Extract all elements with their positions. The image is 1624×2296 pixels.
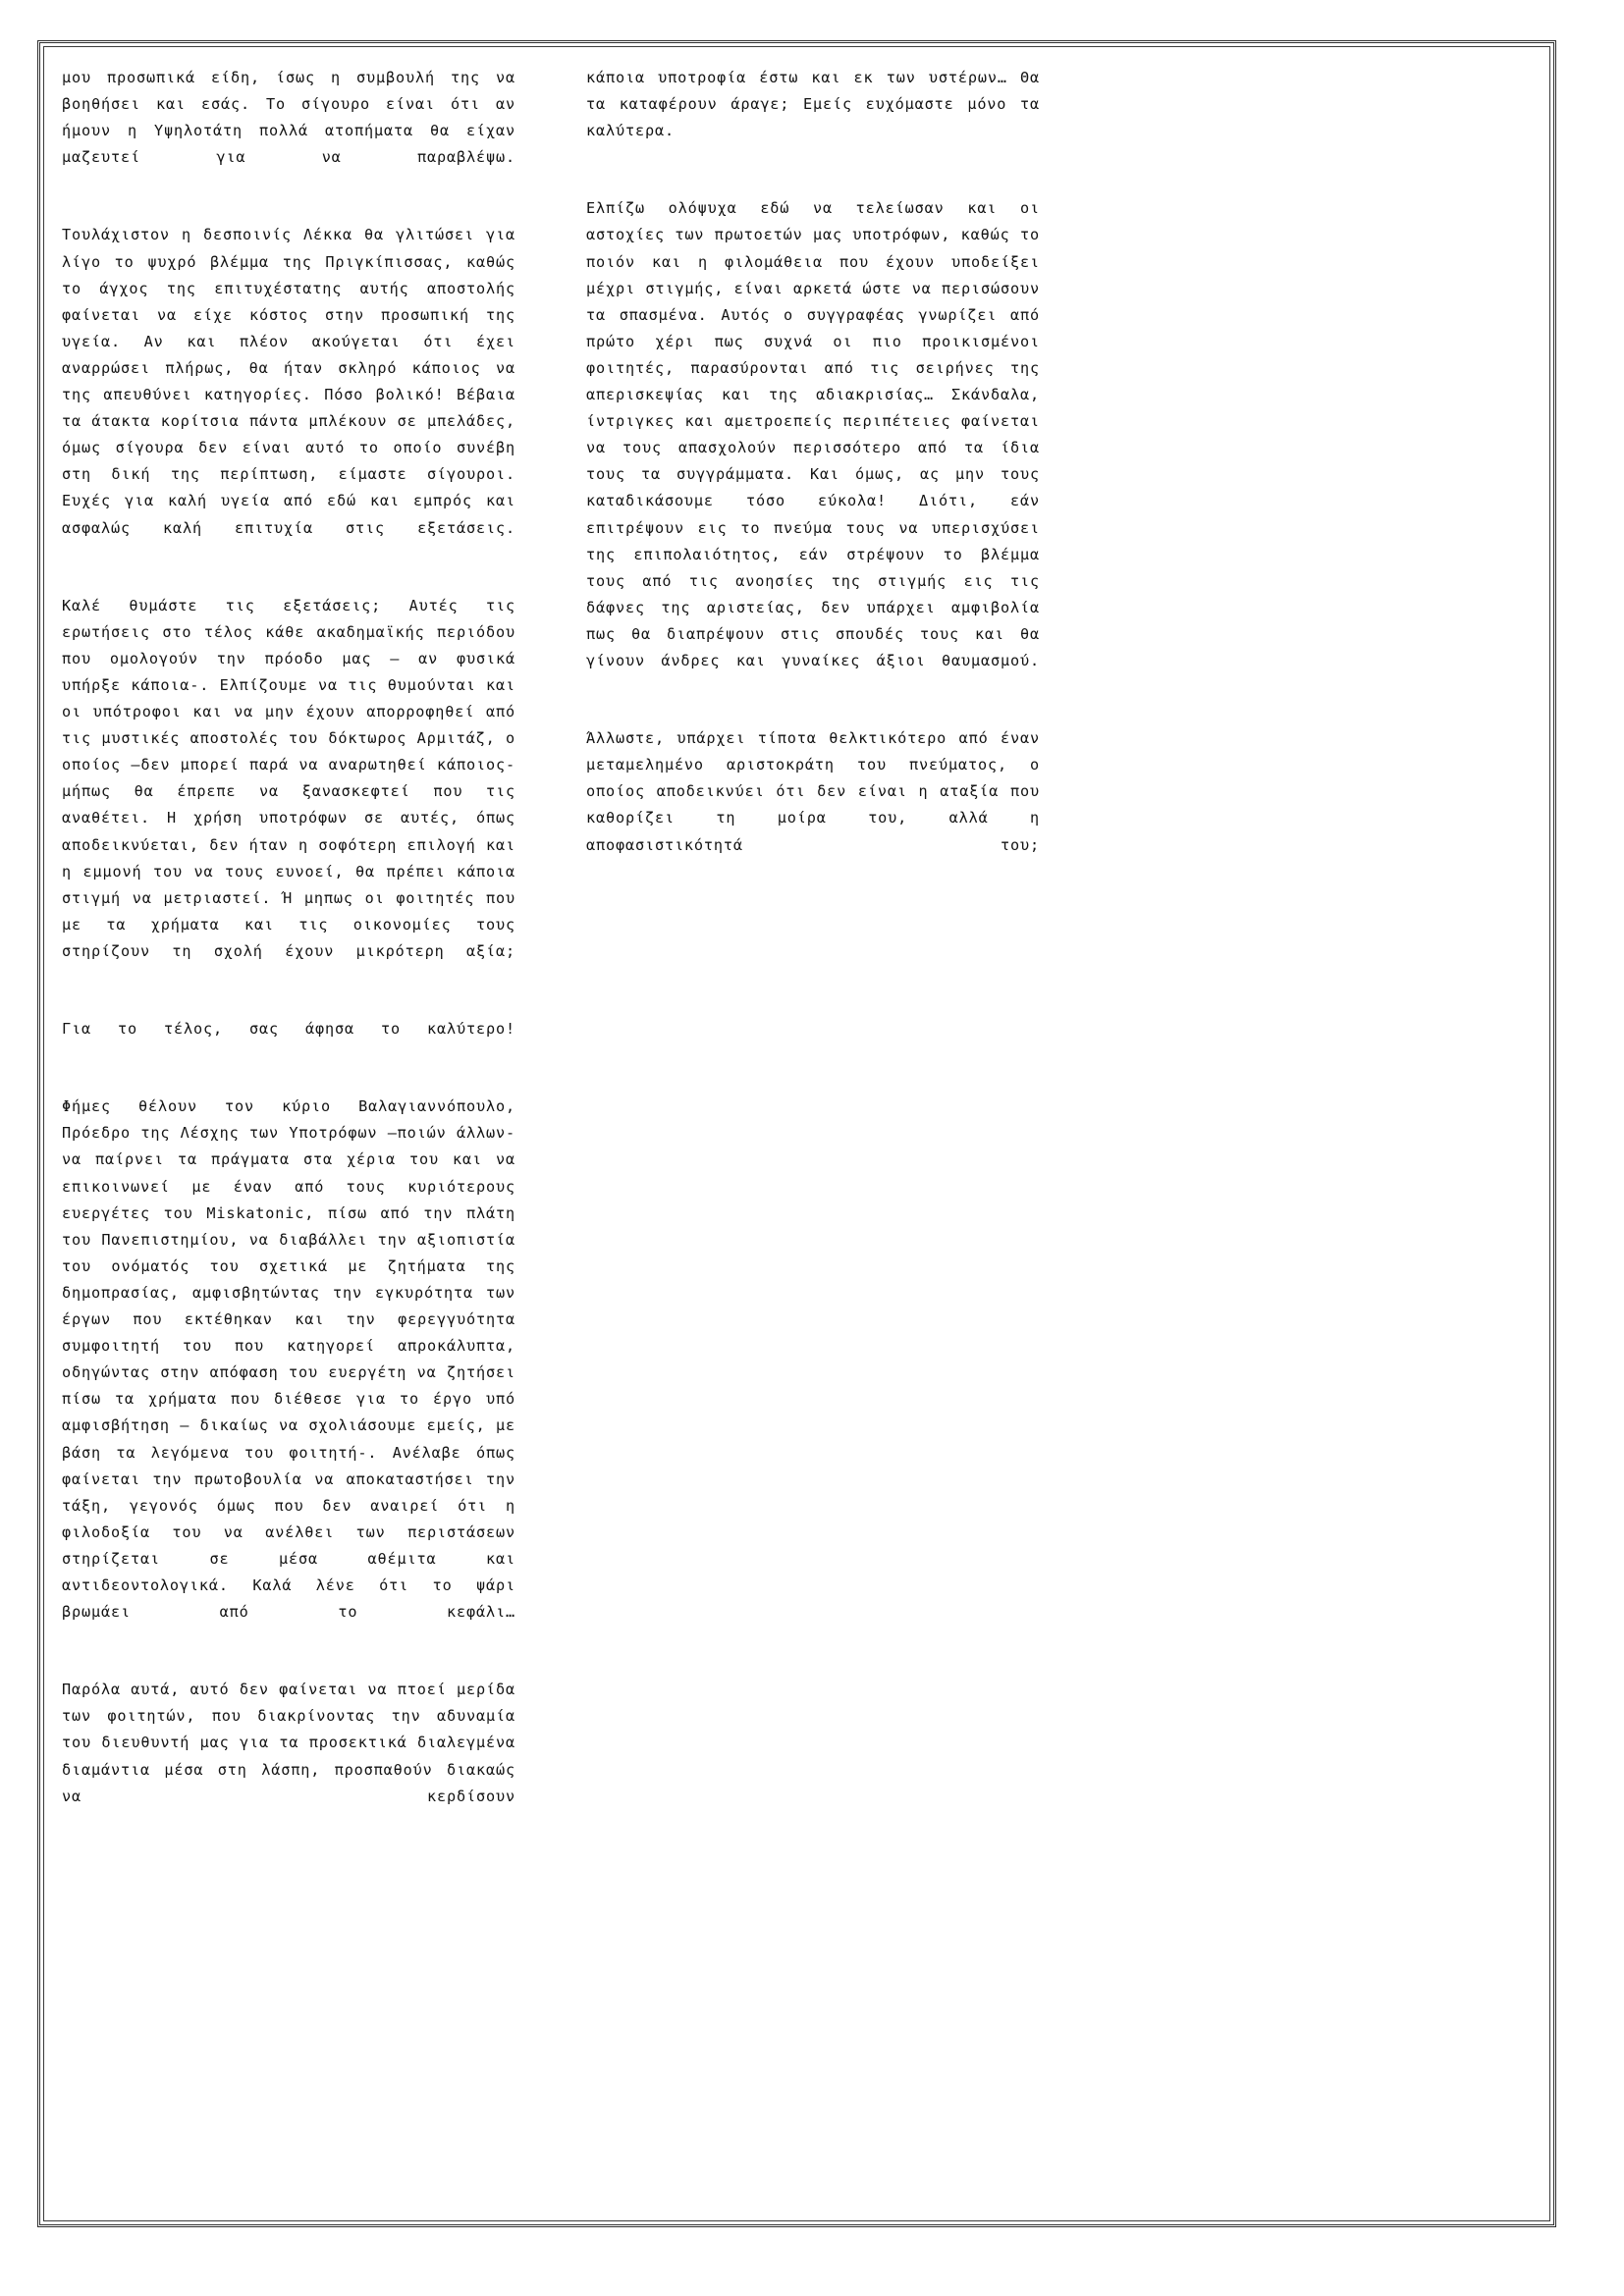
- two-column-layout: [62, 65, 1515, 1837]
- paragraph: Καλέ θυμάστε τις εξετάσεις; Αυτές τις ερωτήσεις στο τέλος κάθε ακαδημαϊκής περιόδου που ομολογούν την πρόοδο μας – αν φυσικά υπήρξε κάποια-. Ελπίζουμε να τις θυμούνται και οι υπότροφοι και να μην έχουν απορροφηθεί από τις μυστικές αποστολές του δόκτωρος Αρμιτάζ, ο οποίος –δεν μπορεί παρά να αναρωτηθεί κάποιος- μήπως θα έπρεπε να ξανασκεφτεί που τις αναθέτει. Η χρήση υποτρόφων σε αυτές, όπως αποδεικνύεται, δεν ήταν η σοφότερη επιλογή και η εμμονή του να τους ευνοεί, θα πρέπει κάποια στιγμή να μετριαστεί. Ή μηπως οι φοιτητές που με τα χρήματα και τις οικονομίες τους στηρίζουν τη σχολή έχουν μικρότερη αξία;: [62, 596, 515, 960]
- right-text-column: [586, 65, 1040, 885]
- left-text-column: [62, 65, 515, 1837]
- page-content: [62, 65, 1515, 2205]
- paragraph: Τουλάχιστον η δεσποινίς Λέκκα θα γλιτώσει για λίγο το ψυχρό βλέμμα της Πριγκίπισσας, καθώς το άγχος της επιτυχέστατης αυτής αποστολής φαίνεται να είχε κόστος στην προσωπική της υγεία. Αν και πλέον ακούγεται ότι έχει αναρρώσει πλήρως, θα ήταν σκληρό κάποιος να της απευθύνει κατηγορίες. Πόσο βολικό! Βέβαια τα άτακτα κορίτσια πάντα μπλέκουν σε μπελάδες, όμως σίγουρα δεν είναι αυτό το οποίο συνέβη στη δική της περίπτωση, είμαστε σίγουροι. Ευχές για καλή υγεία από εδώ και εμπρός και ασφαλώς καλή επιτυχία στις εξετάσεις.: [62, 226, 515, 537]
- paragraph: Ελπίζω ολόψυχα εδώ να τελείωσαν και οι αστοχίες των πρωτοετών μας υποτρόφων, καθώς το ποιόν και η φιλομάθεια που έχουν υποδείξει μέχρι στιγμής, είναι αρκετά ώστε να περισώσουν τα σπασμένα. Αυτός ο συγγραφέας γνωρίζει από πρώτο χέρι πως συχνά οι πιο προικισμένοι φοιτητές, παρασύρονται από τις σειρήνες της απερισκεψίας και της αδιακρισίας… Σκάνδαλα, ίντριγκες και αμετροεπείς περιπέτειες φαίνεται να τους απασχολούν περισσότερο από τα ίδια τους τα συγγράμματα. Και όμως, ας μην τους καταδικάσουμε τόσο εύκολα! Διότι, εάν επιτρέψουν εις το πνεύμα τους να υπερισχύσει της επιπολαιότητος, εάν στρέψουν το βλέμμα τους από τις ανοησίες της στιγμής εις τις δάφνες της αριστείας, δεν υπάρχει αμφιβολία πως θα διαπρέψουν στις σπουδές τους και θα γίνουν άνδρες και γυναίκες άξιοι θαυμασμού.: [586, 199, 1040, 669]
- paragraph: Παρόλα αυτά, αυτό δεν φαίνεται να πτοεί μερίδα των φοιτητών, που διακρίνοντας την αδυναμία του διευθυντή μας για τα προσεκτικά διαλεγμένα διαμάντια μέσα στη λάσπη, προσπαθούν διακαώς να κερδίσουν: [62, 1681, 515, 1805]
- paragraph: Για το τέλος, σας άφησα το καλύτερο!: [62, 1020, 515, 1039]
- paragraph: μου προσωπικά είδη, ίσως η συμβουλή της να βοηθήσει και εσάς. Το σίγουρο είναι ότι αν ήμουν η Υψηλοτάτη πολλά ατοπήματα θα είχαν μαζευτεί για να παραβλέψω.: [62, 69, 515, 167]
- paragraph: Φήμες θέλουν τον κύριο Βαλαγιαννόπουλο, Πρόεδρο της Λέσχης των Υποτρόφων –ποιών άλλων- να παίρνει τα πράγματα στα χέρια του και να επικοινωνεί με έναν από τους κυριότερους ευεργέτες του Miskatonic, πίσω από την πλάτη του Πανεπιστημίου, να διαβάλλει την αξιοπιστία του ονόματός του σχετικά με ζητήματα της δημοπρασίας, αμφισβητώντας την εγκυρότητα των έργων που εκτέθηκαν και την φερεγγυότητα συμφοιτητή του που κατηγορεί απροκάλυπτα, οδηγώντας στην απόφαση του ευεργέτη να ζητήσει πίσω τα χρήματα που διέθεσε για το έργο υπό αμφισβήτηση – δικαίως να σχολιάσουμε εμείς, με βάση τα λεγόμενα του φοιτητή-. Ανέλαβε όπως φαίνεται την πρωτοβουλία να αποκαταστήσει την τάξη, γεγονός όμως που δεν αναιρεί ότι η φιλοδοξία του να ανέλθει των περιστάσεων στηρίζεται σε μέσα αθέμιτα και αντιδεοντολογικά. Καλά λένε ότι το ψάρι βρωμάει από το κεφάλι…: [62, 1097, 515, 1622]
- paragraph: κάποια υποτροφία έστω και εκ των υστέρων… Θα τα καταφέρουν άραγε; Εμείς ευχόμαστε μόνο τα καλύτερα.: [586, 69, 1040, 140]
- paragraph: Άλλωστε, υπάρχει τίποτα θελκτικότερο από έναν μεταμελημένο αριστοκράτη του πνεύματος, ο οποίος αποδεικνύει ότι δεν είναι η αταξία που καθορίζει τη μοίρα του, αλλά η αποφασιστικότητά του;: [586, 729, 1040, 854]
